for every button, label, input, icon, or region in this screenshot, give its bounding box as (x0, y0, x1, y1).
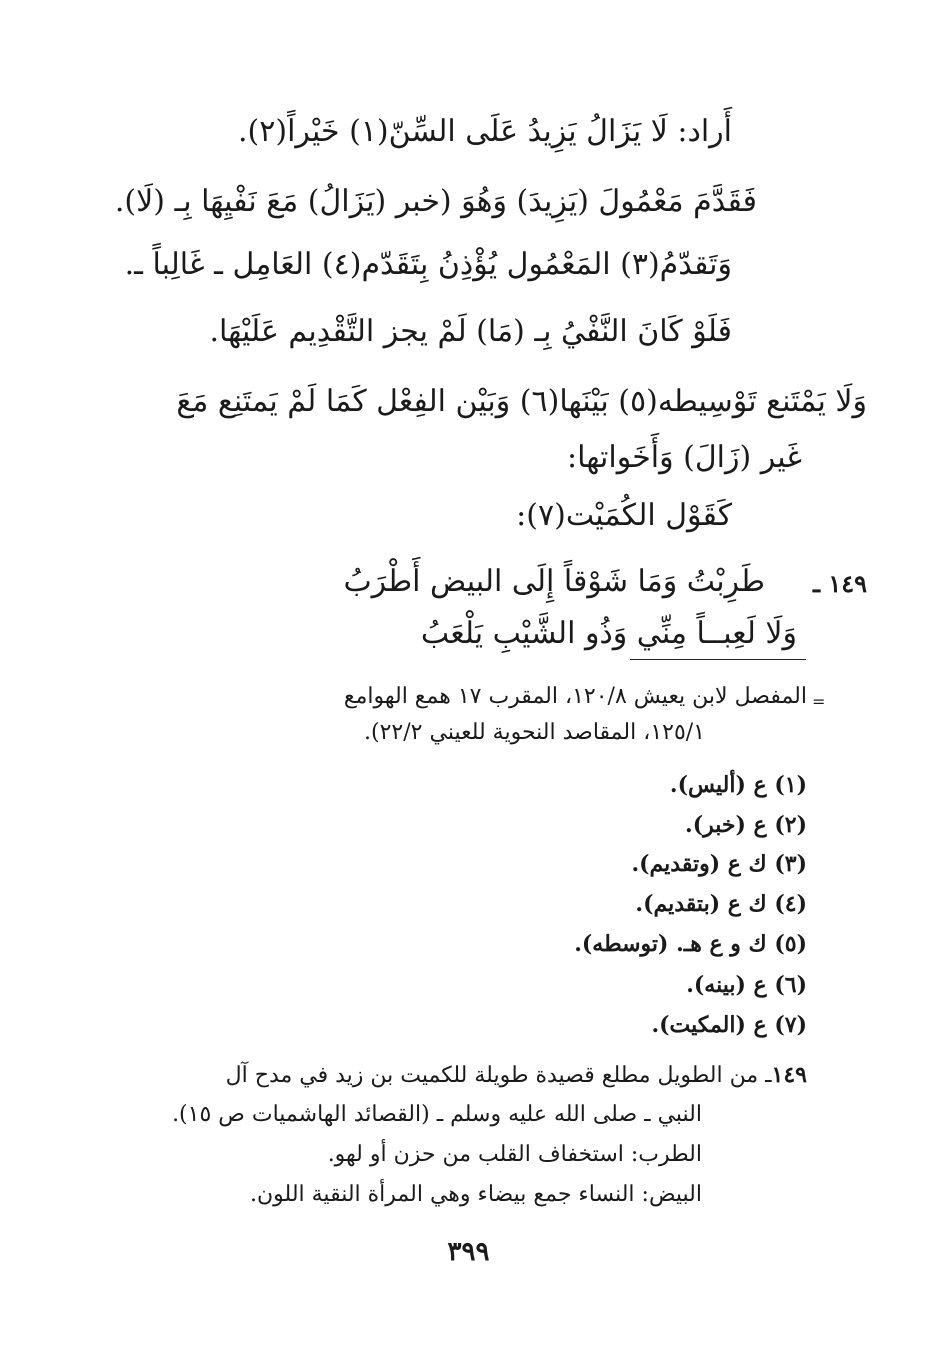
footnote-separator (630, 659, 806, 660)
continuation-note-line-1: المفصل لابن يعيش ١٢٠/٨، المقرب ١٧ همع الهوامع (343, 684, 807, 709)
main-text-line-7: كَقَوْل الكُمَيْت(٧): (516, 498, 732, 533)
variant-note-5: (٥) ك و ع هـ. (توسطه). (574, 931, 807, 957)
verse-commentary-line-4: البيض: النساء جمع بيضاء وهي المرأة النقية اللون. (250, 1182, 702, 1207)
variant-note-1: (١) ع (أليس). (669, 772, 807, 798)
variant-note-3: (٣) ك ع (وتقديم). (631, 851, 807, 877)
variant-note-4: (٤) ك ع (بتقديم). (635, 891, 807, 917)
main-text-line-1: أَراد: لَا يَزَالُ يَزِيدُ عَلَى السِّنّ(١) خَيْراً(٢). (237, 114, 732, 149)
verse-number: ١٤٩ ـ (812, 569, 867, 598)
main-text-line-6: غَير (زَالَ) وَأَخَواتها: (566, 440, 802, 475)
continuation-mark: = (812, 692, 826, 711)
verse-commentary-line-3: الطرب: استخفاف القلب من حزن أو لهو. (327, 1142, 702, 1167)
main-text-line-3: وَتَقدّمُ(٣) المَعْمُول يُؤْذِنُ بِتَقَدّم(٤) العَامِل ـ غَالِباً ـ. (124, 247, 732, 282)
variant-note-7: (٧) ع (المكيت). (651, 1012, 807, 1038)
commentary-line-1-text: ـ من الطويل مطلع قصيدة طويلة للكميت بن زيد في مدح آل (225, 1063, 772, 1088)
verse-commentary-line-2: النبي ـ صلى الله عليه وسلم ـ (القصائد الهاشميات ص ١٥). (172, 1102, 702, 1127)
verse-hemistich-2: وَلَا لَعِبــاً مِنِّي وَذُو الشَّيْبِ يَلْعَبُ (420, 616, 797, 651)
main-text-line-4: فَلَوْ كَانَ النَّفْيُ بِـ (مَا) لَمْ يجز التَّقْدِيم عَلَيْهَا. (209, 314, 732, 349)
commentary-verse-number: ١٤٩ (771, 1062, 807, 1088)
verse-hemistich-1: طَرِبْتُ وَمَا شَوْقاً إِلَى البيض أَطْرَبُ (343, 564, 765, 599)
verse-commentary-line-1 (226, 1060, 807, 1091)
page-number: ٣٩٩ (447, 1237, 490, 1267)
main-text-line-5: وَلَا يَمْتَنع تَوْسِيطه(٥) بَيْنَها(٦) وَبَيْن الفِعْل كَمَا لَمْ يَمتَنِع مَعَ (176, 384, 867, 419)
variant-note-2: (٢) ع (خبر). (685, 812, 807, 838)
continuation-note-line-2: ١٢٥/١، المقاصد النحوية للعيني ٢٢/٢). (364, 720, 705, 745)
variant-note-6: (٦) ع (بينه). (686, 972, 807, 998)
main-text-line-2: فَقَدَّمَ مَعْمُولَ (يَزِيدَ) وَهُوَ (خبر (يَزَالُ) مَعَ نَفْيِهَا بِـ (لَا). (114, 184, 757, 219)
